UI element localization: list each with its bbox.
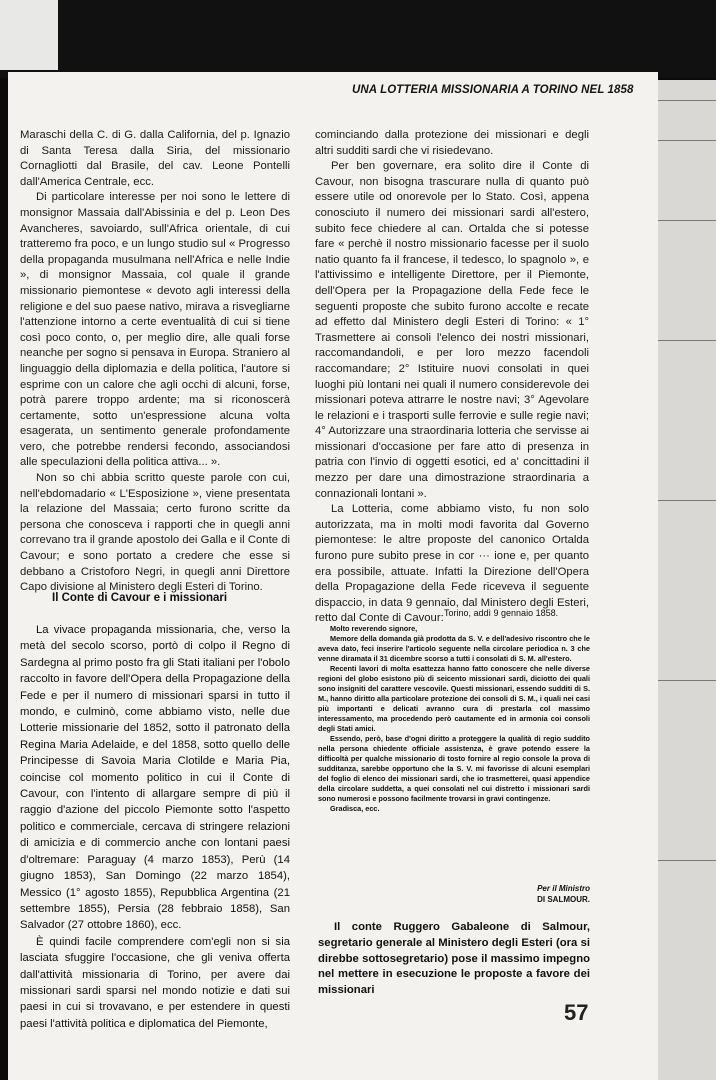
quoted-letter [318, 624, 590, 814]
page-number: 57 [564, 1000, 589, 1025]
letter-salutation: Molto reverendo signore, [330, 624, 418, 633]
paragraph: Maraschi della C. di G. dalla California, del p. Ignazio di Santa Teresa dalla Siria, del missionario Cornagliotti dal Brasile, del cav. Leone Pontelli dall'America Centrale, ecc. [20, 129, 290, 188]
paragraph: cominciando dalla protezione dei missionari e degli altri sudditi sardi che vi risiedevano. [315, 129, 589, 157]
letter-paragraph: Recenti lavori di molta esattezza hanno fatto conoscere che nelle diverse regioni del globo esistono più di seicento missionari sardi, diciotto dei quali sono insigniti del carattere vescovile. Questi missionari, essendo sudditi di S. M., hanno diritto alla particolare protezione dei consoli di S. M., i quali nei casi più importanti e delicati avranno cura di prestarla col massimo interessamento, ma procedendo però cautamente ed in armonia coi consoli degli Stati amici. [318, 664, 590, 733]
paragraph: Di particolare interesse per noi sono le lettere di monsignor Massaia dall'Abissinia e del p. Leon Des Avancheres, savoiardo, sull'Africa orientale, di cui tratteremo fra poco, e un lungo studio sul « Progresso della propaganda musulmana nell'Africa e nelle Indie », di monsignor Massaia, col quale il grande missionario piemontese « devoto agli interessi della religione e del suo paese nativo, mirava a risvegliarne l'attenzione intorno a certe eventualità di cui si tiene così poco conto, o, per meglio dire, alle quali forse neanche per sogno si pensava in Europa. Straniero al linguaggio della diplomazia e della politica, l'autore si esprime con un calore che agli occhi di alcuni, forse, potrà parere troppo ardente; ma si riconoscerà certamente, sotto un'espressione alcuna volta esagerata, un sentimento generale profondamente vero, che potrebbe rendersi fecondo, associandosi alle speculazioni della politica attiva... ». [20, 191, 290, 469]
signature-name: DI SALMOUR. [537, 895, 590, 904]
scan-dark-border-top [0, 0, 716, 78]
left-column-section [20, 622, 290, 1032]
signature-title: Per il Ministro [537, 884, 590, 893]
letter-paragraph: Essendo, però, base d'ogni diritto a proteggere la qualità di regio suddito nella persona chiedente officiale assistenza, è grave potendo essere la difficoltà per qualche missionario di tosto fornire al regio console la prova di sudditanza, sarebbe opportuno che la S. V. mi favorisse di alcuni esemplari del foglio di elenco dei missionari sardi, che io trasmetterei, quasi appendice della circolare suddetta, a quei consolati nel cui distretto i missionari sardi sono numerosi e possono facilmente trovarsi in gravi contingenze. [318, 734, 590, 803]
scan-light-corner [0, 0, 58, 70]
running-header: UNA LOTTERIA MISSIONARIA A TORINO NEL 1858 [352, 84, 634, 96]
paragraph: La vivace propaganda missionaria, che, verso la metà del secolo scorso, portò di colpo il Regno di Sardegna al primo posto fra gli Stati italiani per l'obolo raccolto in favore dell'Opera della Propagazione della Fede e per il numero di missionari sparsi in tutto il mondo, e culminò, come abbiamo visto, nelle due Lotterie missionarie del 1852, sotto il patronato della Regina Maria Adelaide, e del 1858, sotto quello delle Principesse di Savoia Maria Clotilde e Maria Pia, coincise col momento politico in cui il Conte di Cavour, con l'intento di allargare sempre di più il raggio d'azione del piccolo Piemonte sotto l'aspetto politico e commerciale, cercava di stringere relazioni di amicizia e di commercio anche con lontani paesi d'oltremare: Paraguay (4 marzo 1853), Perù (14 giugno 1853), San Domingo (22 marzo 1854), Messico (1° agosto 1855), Repubblica Argentina (21 settembre 1855), Persia (28 febbraio 1858), San Salvador (27 ottobre 1860), ecc. [20, 624, 290, 932]
section-heading: Il Conte di Cavour e i missionari [52, 592, 228, 604]
paragraph: La Lotteria, come abbiamo visto, fu non solo autorizzata, ma in molti modi favorita dal Governo piemontese: le altre proposte del canonico Ortalda furono pure subito prese in cor ··· ione e, per quanto era possibile, attuate. Infatti la Direzione dell'Opera della Propagazione della Fede riceveva il seguente dispaccio, in data 9 gennaio, dal Ministero degli Esteri, retto dal Conte di Cavour: [315, 503, 589, 625]
paragraph: Non so chi abbia scritto queste parole con cui, nell'ebdomadario « L'Esposizione », viene presentata la relazione del Massaia; certo furono scritte da persona che conosceva i rapporti che in quegli anni correvano tra il grande apostolo dei Galla e il Conte di Cavour; e sono portato a credere che esse si debbano a Cristoforo Negri, in quegli anni Direttore Capo divisione al Ministero degli Esteri di Torino. [20, 472, 290, 594]
right-column [315, 128, 589, 627]
letter-closing: Gradisca, ecc. [330, 804, 380, 813]
letter-paragraph: Memore della domanda già prodotta da S. V. e dell'adesivo riscontro che le aveva dato, feci inserire l'articolo seguente nella circolare periodica n. 3 che venne diramata il 31 dicembre scorso a tutti i consolati di S. M. all'estero. [318, 634, 590, 663]
closing-paragraph [318, 920, 590, 999]
letter-signature [500, 883, 590, 905]
left-column [20, 128, 290, 596]
paragraph: È quindi facile comprendere com'egli non si sia lasciata sfuggire l'occasione, che gli veniva offerta dall'attività missionaria di Torino, per avere dai missionari sardi sparsi nel mondo notizie e dati sui paesi in cui si trovavano, e per estendere in questi paesi l'attività politica e diplomatica del Piemonte, [20, 935, 290, 1030]
paragraph: Il conte Ruggero Gabaleone di Salmour, segretario generale al Ministero degli Esteri (ora si direbbe sottosegretario) pose il massimo impegno nel mettere in esecuzione le proposte a favore dei missionari [318, 921, 590, 997]
letter-date: Torino, addì 9 gennaio 1858. [444, 608, 559, 618]
paragraph: Per ben governare, era solito dire il Conte di Cavour, non bisogna trascurare nulla di quanto può essere utile od onorevole per lo Stato. Così, appena conosciuto il numero dei missionari sardi all'estero, subito fece chiedere al can. Ortalda che si potesse fare « perchè il nostro missionario facesse per il suolo natio quanto fa il francese, il tedesco, lo spagnolo », e l'attivissimo e intelligente Direttore, per il Piemonte, dell'Opera per la Propagazione della Fede fece le seguenti proposte che subito furono accolte e recate ad effetto dal Ministero degli Esteri di Torino: « 1° Trasmettere ai consoli l'elenco dei nostri missionari, raccomandandoli, e per loro mezzo facendoli raccomandare; 2° Istituire nuovi consolati in quei luoghi più lontani nei quali il numero considerevole dei missionari poteva attrarre le nostre navi; 3° Agevolare le relazioni e i trasporti sulle ferrovie e sulle regie navi; 4° Autorizzare una straordinaria lotteria che servisse ai missionari d'occasione per fare atto di presenza in patria con l'invio di oggetti esotici, ed a' concittadini il mezzo per dare una dimostrazione straordinaria a connazionali lontani ». [315, 160, 589, 500]
